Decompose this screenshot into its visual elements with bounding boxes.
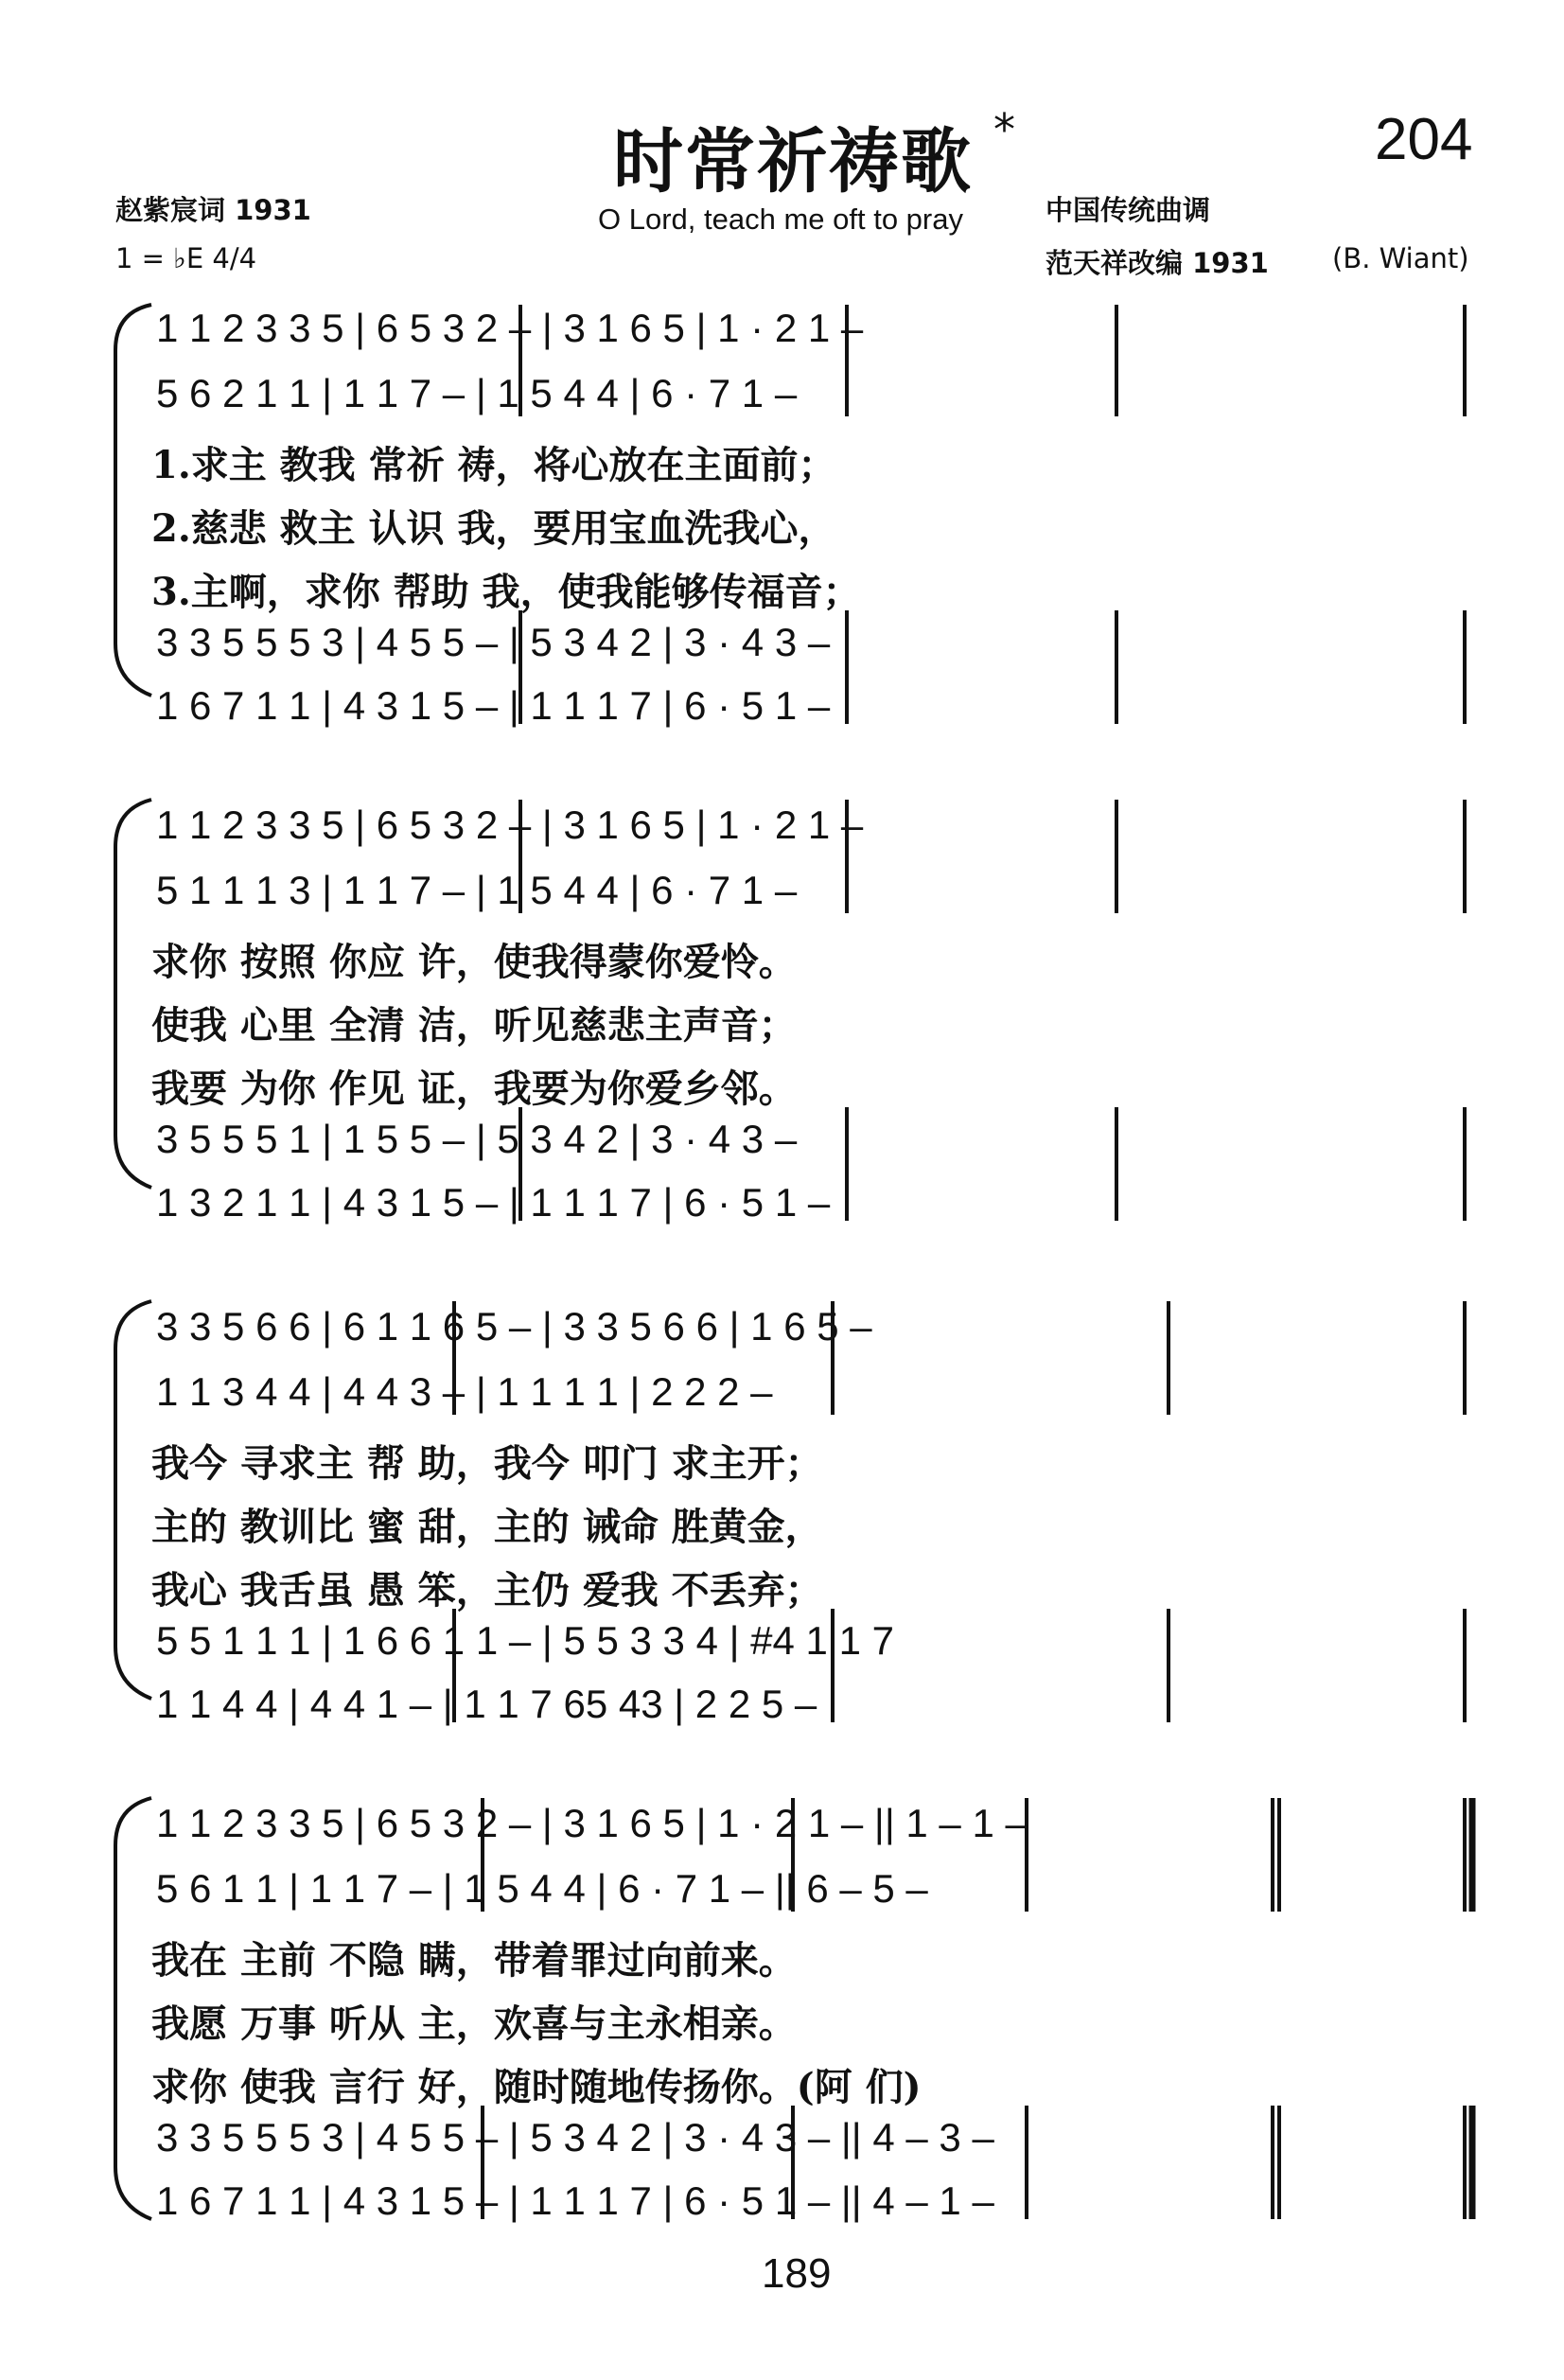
system-2-bass: 1 3 2 1 1 | 4 3 1 5 – | 1 1 1 7 | 6 · 5 1 –	[156, 1180, 831, 1225]
system-4-bracket	[115, 1798, 151, 2219]
title-asterisk: *	[993, 104, 1015, 155]
system-2-soprano: 1 1 2 3 3 5 | 6 5 3 2 – | 3 1 6 5 | 1 · 2 1 –	[156, 802, 864, 847]
system-3-verse-3: 我心 我舌虽 愚 笨，主仍 爱我 不丢弃；	[151, 1568, 823, 1613]
system-3-verse-1: 我今 寻求主 帮 助，我今 叩门 求主开；	[151, 1441, 823, 1486]
system-2-verse-1: 求你 按照 你应 许，使我得蒙你爱怜。	[151, 940, 797, 984]
system-2-bracket	[115, 800, 151, 1188]
system-1-bracket	[115, 305, 151, 696]
hymn-title: 时常祈祷歌	[613, 121, 973, 203]
system-1-verse-1: 1.求主 教我 常祈 祷，将心放在主面前；	[151, 443, 836, 487]
lyricist: 赵紫宸词 1931	[115, 194, 311, 226]
system-4-tenor: 3 3 5 5 5 3 | 4 5 5 – | 5 3 4 2 | 3 · 4 3 – || 4 – 3 –	[156, 2115, 994, 2160]
system-3-bass: 1 1 4 4 | 4 4 1 – | 1 1 7 65 43 | 2 2 5 –	[156, 1682, 817, 1726]
english-title: O Lord, teach me oft to pray	[598, 203, 963, 236]
hymn-number: 204	[1375, 107, 1473, 172]
system-1-alto: 5 6 2 1 1 | 1 1 7 – | 1 5 4 4 | 6 · 7 1 –	[156, 371, 798, 415]
system-3-tenor: 5 5 1 1 1 | 1 6 6 1 1 – | 5 5 3 3 4 | #4 1 1 7	[156, 1618, 894, 1663]
system-3-verse-2: 主的 教训比 蜜 甜，主的 诫命 胜黄金，	[151, 1505, 823, 1549]
system-3-soprano: 3 3 5 6 6 | 6 1 1 6 5 – | 3 3 5 6 6 | 1 6 5 –	[156, 1304, 872, 1349]
system-1-bass: 1 6 7 1 1 | 4 3 1 5 – | 1 1 1 7 | 6 · 5 1 –	[156, 683, 831, 728]
system-4-soprano: 1 1 2 3 3 5 | 6 5 3 2 – | 3 1 6 5 | 1 · 2 1 – || 1 – 1 –	[156, 1801, 1028, 1845]
system-2-verse-2: 使我 心里 全清 洁，听见慈悲主声音；	[151, 1003, 797, 1048]
system-1-verse-2: 2.慈悲 救主 认识 我，要用宝血洗我心，	[151, 506, 836, 551]
system-1-soprano: 1 1 2 3 3 5 | 6 5 3 2 – | 3 1 6 5 | 1 · 2 1 –	[156, 306, 864, 350]
system-2-alto: 5 1 1 1 3 | 1 1 7 – | 1 5 4 4 | 6 · 7 1 –	[156, 868, 798, 912]
system-1-tenor: 3 3 5 5 5 3 | 4 5 5 – | 5 3 4 2 | 3 · 4 3 –	[156, 620, 831, 664]
system-2-tenor: 3 5 5 5 1 | 1 5 5 – | 5 3 4 2 | 3 · 4 3 –	[156, 1117, 798, 1161]
system-3-alto: 1 1 3 4 4 | 4 4 3 – | 1 1 1 1 | 2 2 2 –	[156, 1369, 773, 1414]
system-4-bass: 1 6 7 1 1 | 4 3 1 5 – | 1 1 1 7 | 6 · 5 1 – || 4 – 1 –	[156, 2178, 994, 2223]
system-3-bracket	[115, 1301, 151, 1699]
system-4-verse-3: 求你 使我 言行 好，随时随地传扬你。(阿 们)	[151, 2065, 922, 2109]
tune-source: 中国传统曲调	[1046, 194, 1211, 226]
arranger: 范天祥改编 1931	[1046, 247, 1269, 279]
page-number: 189	[762, 2250, 832, 2297]
system-2-verse-3: 我要 为你 作见 证，我要为你爱乡邻。	[151, 1067, 797, 1111]
system-4-alto: 5 6 1 1 | 1 1 7 – | 1 5 4 4 | 6 · 7 1 – || 6 – 5 –	[156, 1866, 928, 1911]
system-1-verse-3: 3.主啊，求你 帮助 我，使我能够传福音；	[151, 570, 861, 614]
system-4-verse-2: 我愿 万事 听从 主，欢喜与主永相亲。	[151, 2001, 797, 2046]
arranger-english: (B. Wiant)	[1332, 242, 1469, 274]
key-signature: 1 = ♭E 4/4	[115, 242, 257, 274]
system-4-verse-1: 我在 主前 不隐 瞒，带着罪过向前来。	[151, 1938, 797, 1983]
